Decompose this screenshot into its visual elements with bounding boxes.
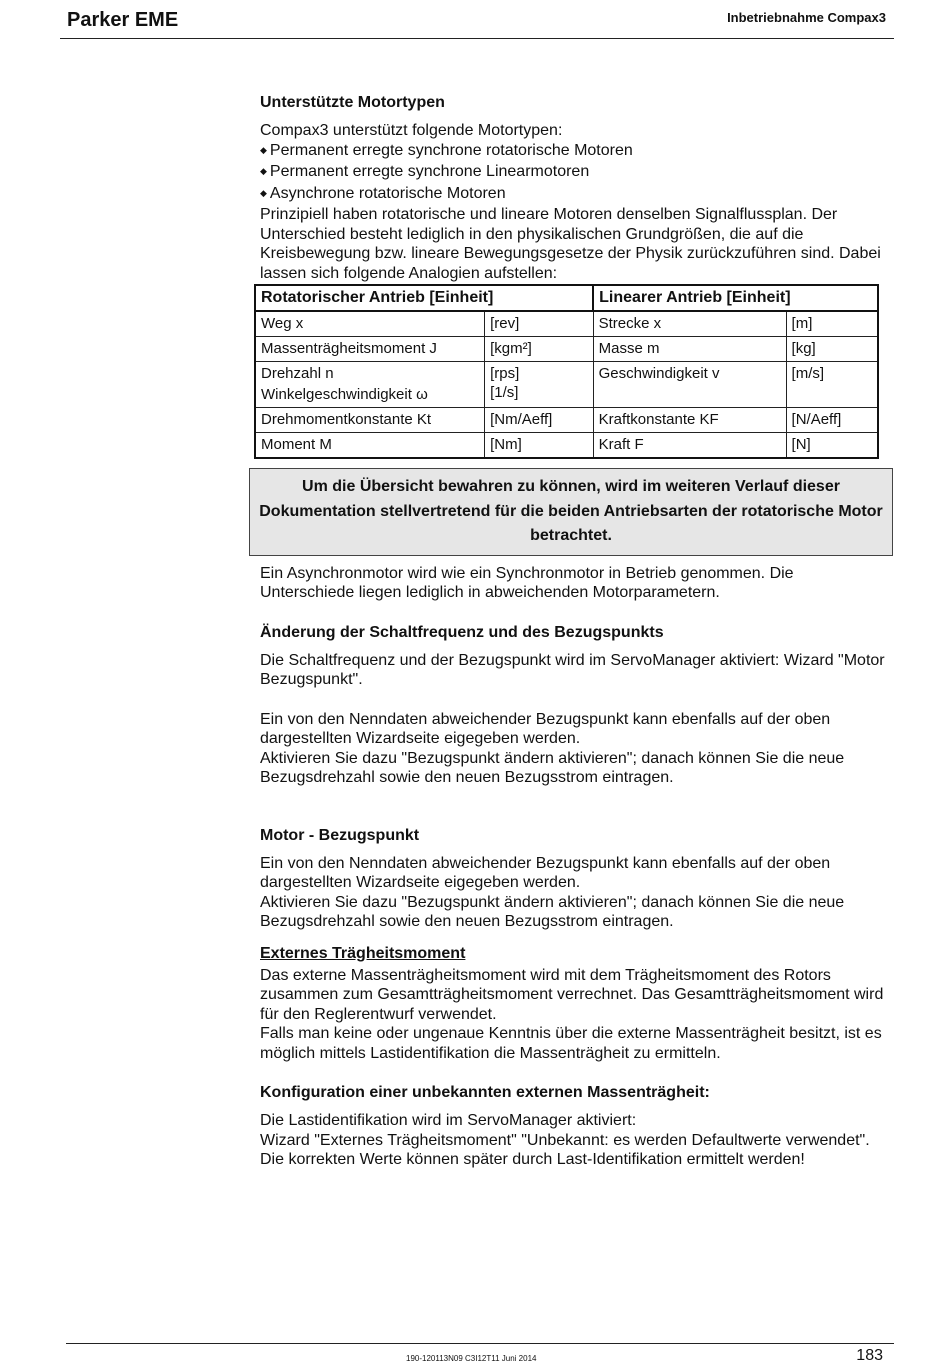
heading-konfiguration: Konfiguration einer unbekannten externen Massenträgheit: [260,1084,710,1101]
table-cell [485,362,594,408]
footer-doc-code: 190-120113N09 C3I12T11 Juni 2014 [406,1354,537,1363]
table-cell: Masse m [593,337,786,362]
traegheit-p1: Das externe Massenträgheitsmoment wird mit dem Trägheitsmoment des Rotors zusammen zum Gesamtträgheitsmoment verrechnet. Das Gesamtträgheitsmoment wird für den Reglerentwurf verwendet. [260,966,884,1023]
table-cell: Weg x [255,311,485,337]
page-content [260,93,890,1170]
bezugspunkt-p2: Aktivieren Sie dazu "Bezugspunkt ändern aktivieren"; danach können Sie die neue Bezugsdrehzahl sowie den neuen Bezugsstrom eintragen. [260,893,845,930]
motortypen-intro: Compax3 unterstützt folgende Motortypen: [260,122,563,139]
table-header-rotatory: Rotatorischer Antrieb [Einheit] [255,285,593,311]
table-cell [255,362,485,408]
table-cell: Drehmomentkonstante Kt [255,408,485,433]
header-title: Inbetriebnahme Compax3 [727,10,886,25]
page-number: 183 [856,1347,883,1364]
async-text: Ein Asynchronmotor wird wie ein Synchronmotor in Betrieb genommen. Die Unterschiede liegen lediglich in abweichenden Motorparametern. [260,564,794,601]
konfiguration-p1: Die Lastidentifikation wird im ServoManager aktiviert: [260,1112,637,1129]
table-cell: [kg] [786,337,878,362]
heading-externes-traegheitsmoment: Externes Trägheitsmoment [260,944,466,962]
table-row [255,408,878,433]
table-cell: [N/Aeff] [786,408,878,433]
table-row [255,337,878,362]
table-cell: Geschwindigkeit v [593,362,786,408]
motortypen-list [260,141,890,206]
heading-bezugspunkt: Motor - Bezugspunkt [260,826,420,844]
table-cell: [m/s] [786,362,878,408]
traegheit-p2: Falls man keine oder ungenaue Kenntnis über die externe Massenträgheit besitzt, ist es möglich mittels Lastidentifikation die Massenträgheit zu ermitteln. [260,1025,882,1062]
footer-divider [66,1343,894,1344]
table-cell: Kraftkonstante KF [593,408,786,433]
cell-line: [1/s] [490,384,519,401]
motortypen-text: Prinzipiell haben rotatorische und lineare Motoren denselben Signalflussplan. Der Unterschied besteht lediglich in den physikalischen Grundgrößen, die auf die Kreisbewegung bzw. lineare Bewegungsgesetze der Physik zurückzuführen sind. Dabei lassen sich folgende Analogien aufstellen: [260,206,881,282]
table-cell: Kraft F [593,433,786,459]
table-cell: [kgm²] [485,337,594,362]
heading-motortypen: Unterstützte Motortypen [260,94,445,111]
table-cell: Strecke x [593,311,786,337]
table-cell: [N] [786,433,878,459]
analogy-table [254,284,879,459]
header-company: Parker EME [67,9,179,31]
table-cell: Massenträgheitsmoment J [255,337,485,362]
table-cell: [Nm/Aeff] [485,408,594,433]
table-cell: [Nm] [485,433,594,459]
schaltfrequenz-p1: Die Schaltfrequenz und der Bezugspunkt wird im ServoManager aktiviert: Wizard "Motor Bezugspunkt". [260,651,885,688]
list-item: ◆ Permanent erregte synchrone rotatorische Motoren [260,141,890,163]
note-box: Um die Übersicht bewahren zu können, wird im weiteren Verlauf dieser Dokumentation stellvertretend für die beiden Antriebsarten der rotatorische Motor betrachtet. [249,468,893,556]
cell-line: [rps] [490,365,520,382]
table-row [255,433,878,459]
konfiguration-p2: Wizard "Externes Trägheitsmoment" "Unbekannt: es werden Defaultwerte verwendet". [260,1131,870,1149]
konfiguration-p3: Die korrekten Werte können später durch Last-Identifikation ermittelt werden! [260,1151,805,1168]
schaltfrequenz-p3: Aktivieren Sie dazu "Bezugspunkt ändern aktivieren"; danach können Sie die neue Bezugsdrehzahl sowie den neuen Bezugsstrom eintragen. [260,749,845,786]
table-cell: [rev] [485,311,594,337]
table-cell: [m] [786,311,878,337]
schaltfrequenz-p2: Ein von den Nenndaten abweichender Bezugspunkt kann ebenfalls auf der oben dargestellten Wizardseite eigegeben werden. [260,710,831,747]
bezugspunkt-p1: Ein von den Nenndaten abweichender Bezugspunkt kann ebenfalls auf der oben dargestellten Wizardseite eigegeben werden. [260,854,831,891]
table-cell: Moment M [255,433,485,459]
cell-line: Winkelgeschwindigkeit ω [261,386,428,403]
heading-schaltfrequenz: Änderung der Schaltfrequenz und des Bezugspunkts [260,623,664,641]
header-divider [60,38,894,39]
list-item: ◆ Permanent erregte synchrone Linearmotoren [260,162,890,184]
table-header-linear: Linearer Antrieb [Einheit] [593,285,878,311]
table-header-row [255,285,878,311]
table-row [255,311,878,337]
list-item: ◆ Asynchrone rotatorische Motoren [260,184,890,206]
table-row [255,362,878,408]
cell-line: Drehzahl n [261,365,334,382]
